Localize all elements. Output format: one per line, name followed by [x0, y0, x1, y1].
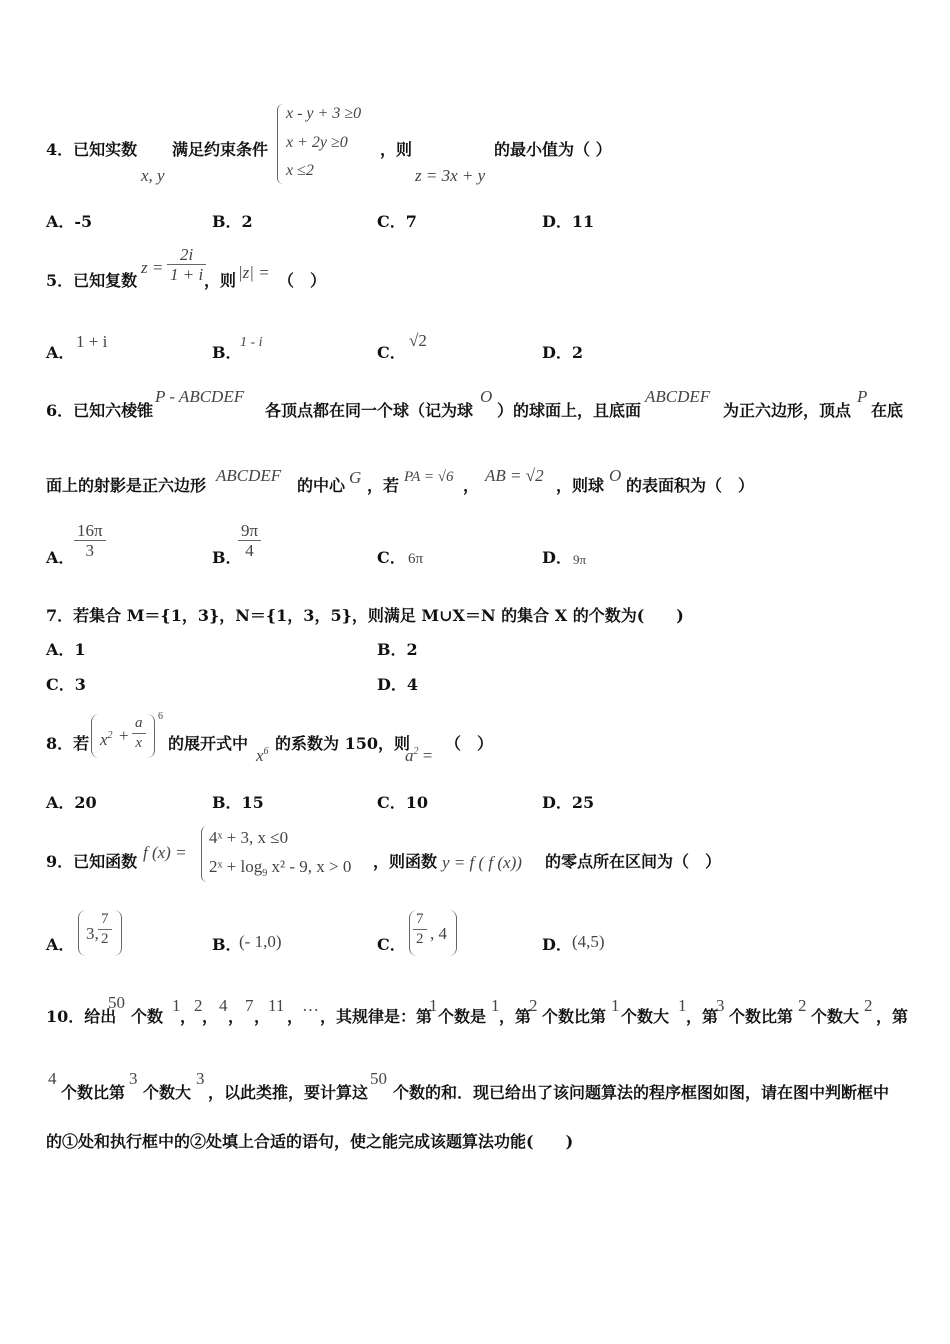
q4-constraint-1: x - y + 3 ≥0 [286, 105, 362, 122]
q8-expr-x: $x^2$ [100, 730, 113, 749]
q6-val-b [238, 521, 261, 560]
q10-l1-j: 个数大 [811, 1007, 860, 1026]
q10-n2c: 2 [864, 996, 873, 1015]
q5-denominator: 1 + i [170, 265, 204, 284]
q5-label-b: B． [212, 343, 242, 362]
q10-l3: 的①处和执行框中的②处填上合适的语句，使之能完成该题算法功能( ) [46, 1132, 574, 1151]
q4-constraint-brace [277, 104, 284, 184]
q6-val-c: 6π [408, 551, 424, 567]
q10-n3b: 3 [129, 1069, 138, 1088]
q10-n50: 50 [108, 993, 125, 1012]
q9-a-fraction [98, 910, 112, 949]
q6-g: G [349, 468, 362, 487]
q10-seq-11: 11 [268, 996, 285, 1015]
q9-label-a: A． [46, 935, 75, 954]
q6-l2-b: 的中心 [297, 476, 346, 495]
q10-sep-2: ， [202, 1007, 219, 1026]
q10-seq-1: 1 [172, 996, 181, 1015]
q4-constraint-2: x + 2y ≥0 [286, 134, 348, 151]
q4-stem-c: ，则 [380, 140, 413, 159]
q8-stem-b: 的展开式中 [168, 734, 249, 753]
q10-n1b: 1 [491, 996, 500, 1015]
q6-a-num: 16π [74, 521, 106, 541]
q4-constraint-3: x ≤2 [286, 162, 314, 179]
q10-n50b: 50 [370, 1069, 387, 1088]
q5-numerator: 2i [167, 245, 206, 265]
q7-stem: 7．若集合 M＝{1，3}，N＝{1，3，5}，则满足 M∪X＝N 的集合 X 的个数为( ) [46, 606, 684, 625]
q6-base2: ABCDEF [216, 466, 282, 485]
q9-label-c: C． [377, 935, 406, 954]
q6-comma: ， [463, 476, 480, 495]
q10-n4: 4 [48, 1069, 57, 1088]
q10-l2-b: 个数大 [143, 1083, 192, 1102]
q10-seq-2: 2 [194, 996, 203, 1015]
q9-c-right: , 4 [430, 924, 447, 943]
q8-expr-pow: 6 [158, 711, 163, 722]
q6-l1-e: 在底 [871, 401, 904, 420]
q5-label-c: C． [377, 343, 406, 362]
q10-n1d: 1 [678, 996, 687, 1015]
q8-expr-den: x [135, 735, 143, 751]
q9-a-den: 2 [101, 931, 109, 947]
q6-b-num: 9π [238, 521, 261, 541]
q6-l1-b: 各顶点都在同一个球（记为球 [265, 401, 474, 420]
q10-l1-d: 个数是 [438, 1007, 487, 1026]
q10-l1-g: 个数大 [621, 1007, 670, 1026]
q6-ab: AB = √2 [485, 466, 544, 485]
q8-option-c: C．10 [377, 793, 429, 812]
q4-option-a: A．-5 [46, 212, 93, 231]
q10-seq-ellipsis: … [302, 996, 319, 1015]
q8-stem-a: 8．若 [46, 734, 90, 753]
q10-sep-5: ， [287, 1007, 304, 1026]
q5-val-b: 1 - i [240, 335, 263, 350]
q6-o1: O [480, 387, 493, 406]
q9-a-left: 3, [86, 924, 99, 943]
q10-seq-4: 4 [219, 996, 228, 1015]
q10-n3a: 3 [716, 996, 725, 1015]
q6-val-a [74, 521, 106, 560]
q10-l2-d: 个数的和．现已给出了该问题算法的程序框图如图，请在图中判断框中 [393, 1083, 890, 1102]
q10-n3c: 3 [196, 1069, 205, 1088]
q6-l2-a: 面上的射影是正六边形 [46, 476, 207, 495]
q4-objective: z = 3x + y [415, 166, 486, 185]
q5-label-a: A． [46, 343, 75, 362]
q10-l1-h: ，第 [686, 1007, 719, 1026]
q9-piecewise-brace [201, 826, 208, 882]
q10-l1-a: 10．给出 [46, 1007, 117, 1026]
q5-fraction [167, 245, 206, 284]
q9-c-num: 7 [413, 910, 427, 930]
q9-val-b: (- 1,0) [239, 932, 282, 951]
q7-option-d: D．4 [377, 675, 419, 694]
q10-l1-c: ，其规律是：第 [320, 1007, 433, 1026]
q10-n1c: 1 [611, 996, 620, 1015]
q6-val-d: 9π [573, 552, 587, 567]
q9-c-den: 2 [416, 931, 424, 947]
q4-stem-a: 4．已知实数 [46, 140, 138, 159]
q9-fx: f (x) = [143, 843, 187, 862]
q10-l1-e: ，第 [499, 1007, 532, 1026]
q6-pyramid: P - ABCDEF [155, 387, 245, 406]
q6-l2-c: ，若 [367, 476, 400, 495]
q8-stem-c: 的系数为 150，则 [275, 734, 410, 753]
q5-abs: |z| = [238, 263, 270, 282]
q10-l1-f: 个数比第 [542, 1007, 607, 1026]
q8-stem-d: （ ） [445, 734, 494, 753]
q5-z-eq: z = [141, 258, 164, 277]
q8-option-a: A．20 [46, 793, 97, 812]
q8-expr-fraction [132, 714, 146, 753]
q6-label-d: D． [542, 548, 572, 567]
q5-stem-c: （ ） [278, 271, 327, 290]
q7-option-b: B．2 [377, 640, 418, 659]
q5-val-c: √2 [409, 331, 427, 350]
q6-a-den: 3 [85, 541, 95, 560]
q10-sep-4: ， [254, 1007, 271, 1026]
q9-stem-b: ，则函数 [373, 852, 438, 871]
q9-c-fraction [413, 910, 427, 949]
q10-l2-c: ，以此类推，要计算这 [208, 1083, 369, 1102]
q6-pa: PA = √6 [404, 469, 454, 485]
q6-label-c: C． [377, 548, 406, 567]
q9-yff: y = f ( f (x)) [442, 853, 522, 872]
q8-x6: $x^6$ [256, 746, 269, 765]
q7-option-a: A．1 [46, 640, 86, 659]
q6-o2: O [609, 466, 622, 485]
q10-l1-b: 个数 [131, 1007, 164, 1026]
q8-expr-plus: + [119, 726, 129, 745]
q6-label-b: B． [212, 548, 242, 567]
q4-stem-b: 满足约束条件 [172, 140, 269, 159]
q10-sep-3: ， [228, 1007, 245, 1026]
q8-a2: $a^2$ = [405, 746, 433, 765]
q7-option-c: C．3 [46, 675, 86, 694]
q9-case-2: 2ˣ + $\log_9 x^2 - 9$, x > 0 [209, 857, 352, 879]
q9-stem-c: 的零点所在区间为（ ） [545, 852, 722, 871]
q6-b-den: 4 [245, 541, 254, 560]
q6-base1: ABCDEF [645, 387, 711, 406]
q10-l2-a: 个数比第 [61, 1083, 126, 1102]
q4-vars: x, y [141, 166, 165, 185]
q4-option-c: C．7 [377, 212, 417, 231]
q10-sep-1: ， [180, 1007, 197, 1026]
q8-option-d: D．25 [542, 793, 595, 812]
q10-n2a: 2 [529, 996, 538, 1015]
q10-n2b: 2 [798, 996, 807, 1015]
q6-l1-c: ）的球面上，且底面 [497, 401, 642, 420]
q5-stem-a: 5．已知复数 [46, 271, 138, 290]
q6-l2-d: ，则球 [556, 476, 605, 495]
q6-l1-a: 6．已知六棱锥 [46, 401, 154, 420]
q10-seq-7: 7 [245, 996, 254, 1015]
q10-n1a: 1 [429, 996, 438, 1015]
q6-p1: P [857, 387, 868, 406]
q5-val-a: 1 + i [76, 332, 108, 351]
q6-l1-d: 为正六边形，顶点 [723, 401, 852, 420]
q6-label-a: A． [46, 548, 75, 567]
q9-val-d: (4,5) [572, 932, 605, 951]
q4-option-b: B．2 [212, 212, 253, 231]
q9-stem-a: 9．已知函数 [46, 852, 138, 871]
q5-option-d: D．2 [542, 343, 584, 362]
q9-case-1: 4ˣ + 3, x ≤0 [209, 828, 289, 847]
q4-option-d: D．11 [542, 212, 595, 231]
q9-a-num: 7 [98, 910, 112, 930]
q10-l1-i: 个数比第 [729, 1007, 794, 1026]
q5-stem-b: ，则 [204, 271, 237, 290]
q9-label-d: D． [542, 935, 572, 954]
q4-stem-d: 的最小值为（ ） [494, 140, 612, 159]
q8-expr-num: a [132, 714, 146, 734]
q8-option-b: B．15 [212, 793, 264, 812]
q9-label-b: B． [212, 935, 242, 954]
q10-l1-k: ，第 [876, 1007, 909, 1026]
q6-l2-e: 的表面积为（ ） [626, 476, 755, 495]
